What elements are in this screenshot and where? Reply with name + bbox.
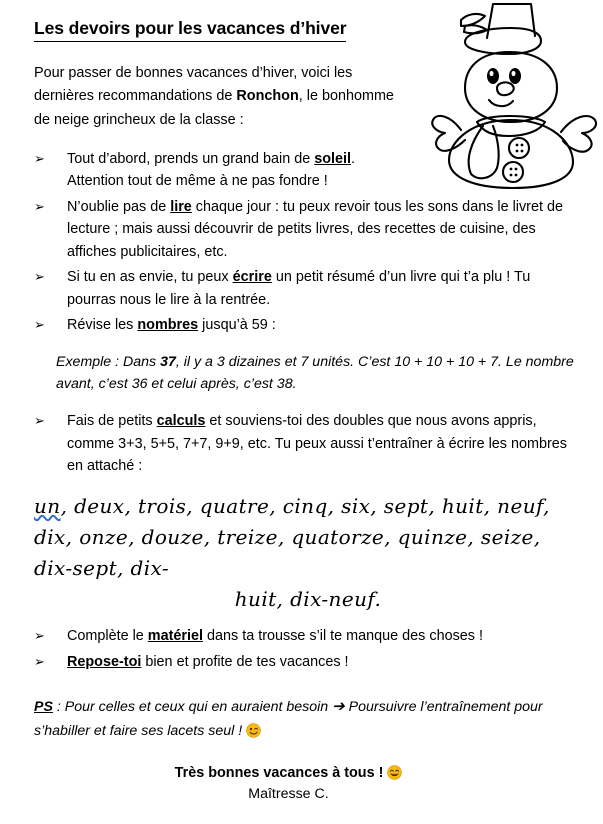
number-words-cursive — [34, 491, 582, 615]
bullet-arrow-icon: ➢ — [34, 413, 45, 429]
ps-separator: : — [52, 699, 65, 716]
right-arrow-icon: ➔ — [332, 698, 345, 716]
bullet-text-after: bien et profite de tes vacances ! — [141, 653, 349, 670]
ps-text-before-arrow: Pour celles et ceux qui en auraient besoin — [64, 699, 333, 716]
calculs-bullet-list — [34, 410, 581, 477]
bullet-arrow-icon: ➢ — [34, 628, 45, 644]
smiling-face-emoji — [387, 765, 402, 780]
intro-paragraph — [34, 62, 404, 132]
bullet-keyword: lire — [170, 198, 192, 215]
ps-text-after-arrow: Poursuivre l’entraînement pour s’habiller et faire ses lacets seul ! — [34, 699, 543, 739]
bullet-keyword: soleil — [314, 150, 352, 167]
winking-face-emoji — [246, 723, 261, 738]
example-before: Exemple : Dans — [56, 353, 161, 370]
bullet-arrow-icon: ➢ — [34, 317, 45, 333]
bullet-ecrire — [34, 266, 581, 311]
cursive-line-2: onze, douze, treize, quatorze, quinze, seize, dix-sept, dix- — [34, 525, 541, 581]
bullet-text-after: chaque jour : tu peux revoir tous les sons dans le livret de lecture ; mais aussi découvrir de petits livres, des recettes de cuisine, des affiches publicitaires, etc. — [67, 198, 563, 260]
closing-signature: Maîtresse C. — [248, 786, 329, 803]
ps-label: PS — [34, 699, 53, 716]
bullet-text-after: et souviens-toi des doubles que nous avons appris, comme 3+3, 5+5, 7+7, 9+9, etc. Tu peux aussi t’entraîner à écrire les nombres en attaché : — [67, 413, 567, 474]
bullet-text-after: . Attention tout de même à ne pas fondre ! — [67, 150, 356, 190]
bullet-arrow-icon: ➢ — [34, 653, 45, 669]
intro-name: Ronchon — [236, 88, 299, 105]
main-bullet-list — [34, 148, 581, 337]
bullet-text-before: N’oublie pas de — [67, 198, 171, 215]
bullet-arrow-icon: ➢ — [34, 269, 45, 285]
bullet-text-before: Tout d’abord, prends un grand bain de — [67, 150, 315, 167]
bullet-text-before: Révise les — [67, 317, 138, 334]
closing-greeting-text: Très bonnes vacances à tous ! — [174, 764, 388, 781]
bullet-materiel — [34, 625, 581, 647]
intro-after: , le bonhomme de neige grincheux de la classe : — [34, 88, 394, 128]
bullet-arrow-icon: ➢ — [34, 198, 45, 214]
bullet-keyword: écrire — [232, 269, 272, 286]
example-after: , il y a 3 dizaines et 7 unités. C’est 10 + 10 + 10 + 7. Le nombre avant, c’est 36 et celui après, c’est 38. — [56, 353, 574, 393]
bullet-keyword: Repose-toi — [67, 653, 142, 670]
example-paragraph — [56, 351, 576, 396]
bullet-keyword: calculs — [156, 413, 206, 430]
closing-greeting — [34, 763, 543, 785]
intro-before: Pour passer de bonnes vacances d’hiver, voici les dernières recommandations de — [34, 64, 353, 105]
bullet-lire — [34, 196, 581, 263]
ps-paragraph — [34, 695, 586, 742]
bullet-text-before: Fais de petits — [67, 413, 157, 430]
closing-block — [34, 763, 581, 806]
bullet-text-before: Complète le — [67, 628, 148, 645]
bullet-soleil — [34, 148, 412, 193]
bullet-arrow-icon: ➢ — [34, 150, 45, 166]
bullet-text-before: Si tu en as envie, tu peux — [67, 269, 233, 286]
tail-bullet-list — [34, 625, 581, 673]
bullet-calculs — [34, 410, 581, 477]
bullet-keyword: matériel — [147, 628, 203, 645]
misspelled-word: un — [34, 494, 61, 519]
cursive-line-3: huit, dix-neuf. — [234, 587, 382, 612]
bullet-repose-toi — [34, 651, 581, 673]
bullet-nombres — [34, 314, 581, 336]
bullet-text-after: jusqu’à 59 : — [198, 317, 276, 334]
page-title: Les devoirs pour les vacances d’hiver — [34, 18, 346, 42]
bullet-text-after: dans ta trousse s’il te manque des choses ! — [203, 628, 483, 645]
example-number: 37 — [160, 353, 176, 370]
bullet-keyword: nombres — [137, 317, 199, 334]
bullet-text-after: un petit résumé d’un livre qui t’a plu ! Tu pourras nous le lire à la rentrée. — [67, 269, 531, 308]
cursive-line-1: , deux, trois, quatre, cinq, six, sept, huit, neuf, dix, — [34, 494, 550, 550]
